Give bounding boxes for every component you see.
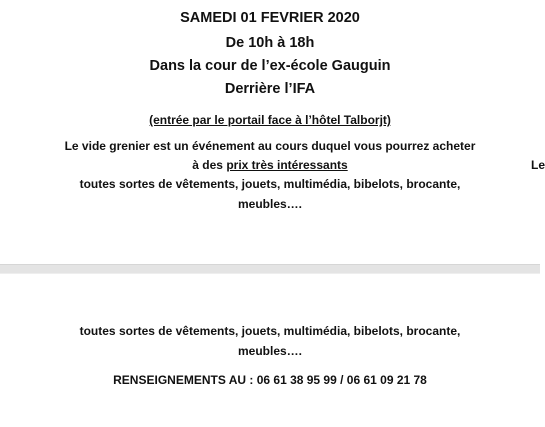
description-line-2-prefix: à des [192,158,227,172]
event-location: Dans la cour de l’ex-école Gauguin [149,58,391,74]
items-line-2: meubles…. [237,344,303,358]
items-line-1: toutes sortes de vêtements, jouets, multimédia, bibelots, brocante, [79,324,461,338]
event-location-detail: Derrière l’IFA [224,81,316,97]
description-line-1: Le vide grenier est un événement au cours duquel vous pourrez acheter [64,139,476,153]
price-highlight: prix très intéressants [226,158,348,172]
clipped-right-text: Le [531,158,545,172]
event-date: SAMEDI 01 FEVRIER 2020 [180,10,360,26]
description-line-3: toutes sortes de vêtements, jouets, multimédia, bibelots, brocante, [79,177,461,191]
entrance-note: (entrée par le portail face à l’hôtel Talborjt) [149,113,391,127]
page-separator [0,264,540,274]
event-hours: De 10h à 18h [225,35,315,51]
description-line-4: meubles…. [237,197,303,211]
contact-info: RENSEIGNEMENTS AU : 06 61 38 95 99 / 06 61 09 21 78 [113,373,427,387]
document-page-bottom [0,274,540,427]
description-line-2 [0,158,540,172]
